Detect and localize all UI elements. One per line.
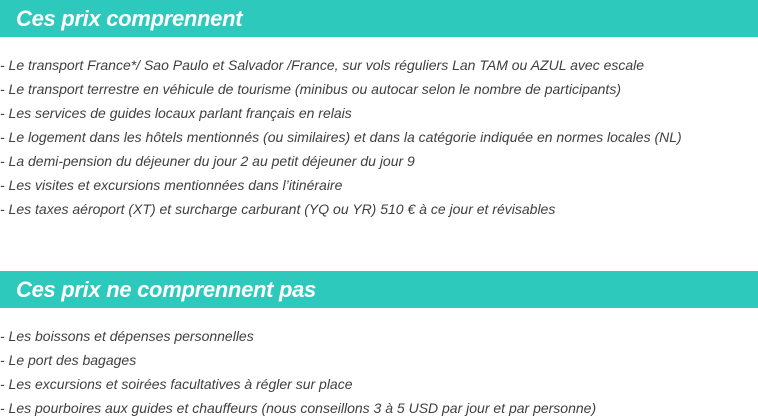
excluded-section-title: Ces prix ne comprennent pas (16, 276, 316, 302)
list-item: - Les taxes aéroport (XT) et surcharge carburant (YQ ou YR) 510 € à ce jour et révisables (0, 201, 556, 217)
list-item: - Les pourboires aux guides et chauffeurs (nous conseillons 3 à 5 USD par jour et par personne) (0, 400, 597, 416)
list-item: - Le transport France*/ Sao Paulo et Salvador /France, sur vols réguliers Lan TAM ou AZUL avec escale (0, 57, 645, 73)
list-item: - Les services de guides locaux parlant français en relais (0, 105, 352, 121)
list-item: - Le transport terrestre en véhicule de tourisme (minibus ou autocar selon le nombre de participants) (0, 81, 621, 97)
excluded-section-banner (0, 271, 758, 308)
list-item: - Les boissons et dépenses personnelles (0, 328, 254, 344)
excluded-items-list (0, 324, 596, 420)
included-section-title: Ces prix comprennent (16, 5, 243, 31)
list-item: - Les visites et excursions mentionnées dans l’itinéraire (0, 177, 343, 193)
list-item: - Le port des bagages (0, 352, 137, 368)
list-item: - Le logement dans les hôtels mentionnés (ou similaires) et dans la catégorie indiquée en normes locales (NL) (0, 129, 682, 145)
included-items-list (0, 53, 682, 221)
included-section-banner (0, 0, 758, 37)
list-item: - Les excursions et soirées facultatives à régler sur place (0, 376, 353, 392)
list-item: - La demi-pension du déjeuner du jour 2 au petit déjeuner du jour 9 (0, 153, 415, 169)
